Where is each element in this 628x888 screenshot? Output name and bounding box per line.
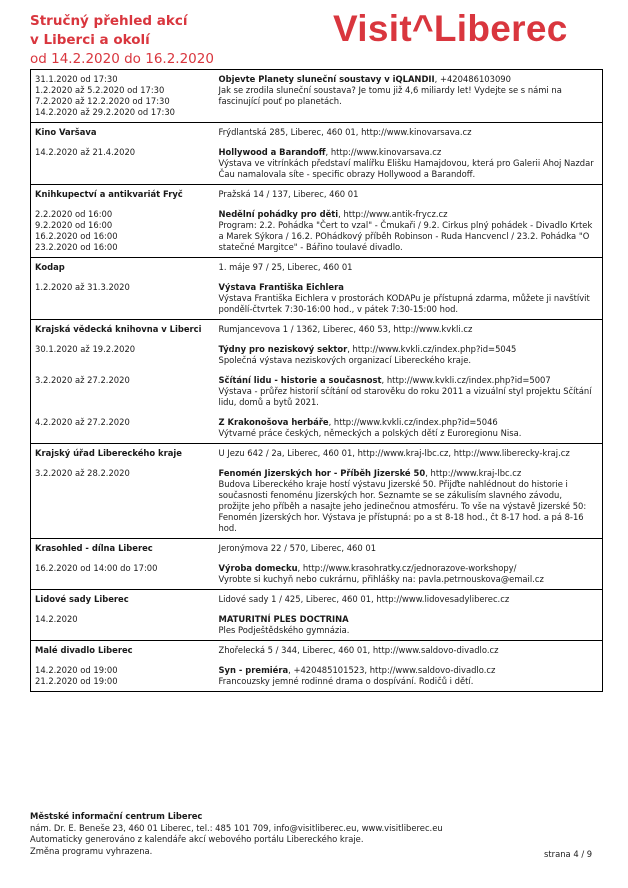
event-title: Výstava Františka Eichlera xyxy=(218,282,344,292)
venue-address: U Jezu 642 / 2a, Liberec, 460 01, http://www.kraj-lbc.cz, http://www.liberecky-kraj.cz xyxy=(215,444,603,469)
venue-name: Krasohled - dílna Liberec xyxy=(31,539,215,564)
venue-header-row xyxy=(31,320,603,345)
event-details xyxy=(215,468,603,539)
event-title-extra: , +420485101523, http://www.saldovo-divadlo.cz xyxy=(288,665,496,675)
venue-address: Pražská 14 / 137, Liberec, 460 01 xyxy=(215,185,603,210)
event-title-line xyxy=(219,468,599,479)
event-row xyxy=(31,375,603,417)
date-range: od 14.2.2020 do 16.2.2020 xyxy=(30,51,214,67)
venue-header-row xyxy=(31,641,603,666)
event-details xyxy=(215,614,603,641)
footer xyxy=(30,811,443,857)
event-description: pondělí-čtvrtek 7:30-16:00 hod., v pátek 7:30-15:00 hod. xyxy=(218,304,459,314)
event-dates xyxy=(31,282,215,320)
event-row xyxy=(31,614,603,641)
event-title-extra: , http://www.kvkli.cz/index.php?id=5046 xyxy=(328,417,498,427)
event-date: 31.1.2020 od 17:30 xyxy=(35,74,118,84)
venue-address: 1. máje 97 / 25, Liberec, 460 01 xyxy=(215,258,603,283)
page-number: strana 4 / 9 xyxy=(544,849,593,859)
venue-name: Kino Varšava xyxy=(31,123,215,148)
event-date: 3.2.2020 až 27.2.2020 xyxy=(35,375,130,385)
event-date: 21.2.2020 od 19:00 xyxy=(35,676,118,686)
event-details xyxy=(215,665,603,692)
event-row xyxy=(31,344,603,375)
event-title: Výroba domecku xyxy=(218,563,298,573)
event-details xyxy=(215,375,603,417)
event-description: prožijte jeho příběh a nasajte jeho jedinečnou atmosféru. To vše na výstavě Jizerské 50: xyxy=(218,501,587,511)
event-row xyxy=(31,147,603,185)
event-date: 9.2.2020 od 16:00 xyxy=(35,220,113,230)
event-title: Fenomén Jizerských hor - Příběh Jizerské 50 xyxy=(218,468,426,478)
event-date: 14.2.2020 až 29.2.2020 od 17:30 xyxy=(35,107,175,117)
event-date: 16.2.2020 od 16:00 xyxy=(35,231,118,241)
venue-address: Jeronýmova 22 / 570, Liberec, 460 01 xyxy=(215,539,603,564)
event-details xyxy=(215,344,603,375)
event-title: Z Krakonošova herbáře xyxy=(218,417,329,427)
event-row xyxy=(31,665,603,692)
event-row xyxy=(31,468,603,539)
event-dates xyxy=(31,147,215,185)
event-description: Vyrobte si kuchyň nebo cukrárnu, přihlášky na: pavla.petrnouskova@email.cz xyxy=(218,574,544,584)
event-date: 1.2.2020 až 5.2.2020 od 17:30 xyxy=(35,85,165,95)
event-row xyxy=(31,417,603,444)
event-description: Výstava - průřez historií sčítání od starověku do roku 2011 a vizuální styl projektu Sčítání xyxy=(218,386,592,396)
event-date: 30.1.2020 až 19.2.2020 xyxy=(35,344,136,354)
document-title-line1: Stručný přehled akcí xyxy=(30,13,188,29)
venue-header-row xyxy=(31,258,603,283)
event-date: 3.2.2020 až 28.2.2020 xyxy=(35,468,130,478)
event-description: Francouzsky jemné rodinné drama o dospívání. Rodičů i dětí. xyxy=(218,676,474,686)
event-description: Jak se zrodila sluneční soustava? Je tomu již 4,6 miliardy let! Vydejte se s námi na xyxy=(218,85,562,95)
event-description: současnosti fenoménu Jizerských hor. Seznamte se se zákulisím slavného závodu, xyxy=(218,490,562,500)
footer-address: nám. Dr. E. Beneše 23, 460 01 Liberec, tel.: 485 101 709, info@visitliberec.eu, www.visitliberec.eu xyxy=(30,822,443,833)
event-date: 4.2.2020 až 27.2.2020 xyxy=(35,417,130,427)
event-date: 1.2.2020 až 31.3.2020 xyxy=(35,282,130,292)
venue-address: Frýdlantská 285, Liberec, 460 01, http://www.kinovarsava.cz xyxy=(215,123,603,148)
event-date: 2.2.2020 od 16:00 xyxy=(35,209,113,219)
event-description: statečné Margitce" - Bářino toulavé divadlo. xyxy=(218,242,403,252)
event-dates xyxy=(31,665,215,692)
event-title: Syn - premiéra xyxy=(218,665,289,675)
event-title-line xyxy=(219,614,599,625)
event-title-extra: , http://www.krasohratky.cz/jednorazove-workshopy/ xyxy=(297,563,517,573)
venue-name: Malé divadlo Liberec xyxy=(31,641,215,666)
event-dates xyxy=(31,209,215,258)
event-title-line xyxy=(219,147,599,158)
event-title-extra: , http://www.kinovarsava.cz xyxy=(325,147,442,157)
event-row xyxy=(31,282,603,320)
event-title: Týdny pro neziskový sektor xyxy=(218,344,348,354)
event-details xyxy=(215,147,603,185)
event-details xyxy=(215,563,603,590)
event-title-extra: , http://www.kvkli.cz/index.php?id=5007 xyxy=(381,375,551,385)
document-header xyxy=(30,12,214,69)
event-description: Ples Podještědského gymnázia. xyxy=(218,625,350,635)
event-dates xyxy=(31,70,215,123)
events-table xyxy=(30,69,603,692)
event-description: Výstava Františka Eichlera v prostorách KODAPu je přístupná zdarma, můžete ji navštívit xyxy=(218,293,590,303)
event-date: 14.2.2020 od 19:00 xyxy=(35,665,118,675)
event-date: 14.2.2020 až 21.4.2020 xyxy=(35,147,136,157)
event-description: Společná výstava neziskových organizací Libereckého kraje. xyxy=(218,355,472,365)
event-details xyxy=(215,70,603,123)
venue-name: Knihkupectví a antikvariát Fryč xyxy=(31,185,215,210)
event-title-line xyxy=(219,563,599,574)
event-row xyxy=(31,209,603,258)
footer-org: Městské informační centrum Liberec xyxy=(30,811,203,821)
event-dates xyxy=(31,417,215,444)
event-description: Čau namalovala síte - specific obrazy Hollywood a Barandoff. xyxy=(218,169,476,179)
event-title-line xyxy=(219,209,599,220)
event-title: Hollywood a Barandoff xyxy=(218,147,326,157)
event-details xyxy=(215,282,603,320)
event-description: Budova Libereckého kraje hostí výstavu Jizerské 50. Přijďte nahlédnout do historie i xyxy=(218,479,568,489)
event-description: a Marek Sýkora / 16.2. POhádkový příběh Robinson - Ruda Hancvencl / 23.2. Pohádka "O xyxy=(218,231,590,241)
event-dates xyxy=(31,468,215,539)
event-title-line xyxy=(219,344,599,355)
event-date: 7.2.2020 až 12.2.2020 od 17:30 xyxy=(35,96,170,106)
event-date: 14.2.2020 xyxy=(35,614,78,624)
event-row xyxy=(31,70,603,123)
event-description: Fenomén Jizerských hor. Výstava je přístupná: po a st 8-18 hod., čt 8-17 hod. a pá 8-16 xyxy=(218,512,584,522)
event-dates xyxy=(31,563,215,590)
visit-liberec-logo: Visit^Liberec xyxy=(333,8,568,49)
event-details xyxy=(215,209,603,258)
event-title: Nedělní pohádky pro děti xyxy=(218,209,339,219)
event-title-extra: , http://www.kvkli.cz/index.php?id=5045 xyxy=(347,344,517,354)
event-description: fascinující pouť po planetách. xyxy=(218,96,342,106)
event-title-extra: , http://www.antik-frycz.cz xyxy=(338,209,448,219)
event-title: Sčítání lidu - historie a současnost xyxy=(218,375,382,385)
event-title-line xyxy=(219,665,599,676)
venue-header-row xyxy=(31,590,603,615)
event-title-extra: , http://www.kraj-lbc.cz xyxy=(425,468,522,478)
event-dates xyxy=(31,375,215,417)
event-title-extra: , +420486103090 xyxy=(434,74,511,84)
event-title: Objevte Planety sluneční soustavy v iQLANDII xyxy=(218,74,435,84)
venue-name: Lidové sady Liberec xyxy=(31,590,215,615)
event-dates xyxy=(31,614,215,641)
event-title-line xyxy=(219,417,599,428)
event-row xyxy=(31,563,603,590)
document-title-line2: v Liberci a okolí xyxy=(30,32,150,48)
venue-header-row xyxy=(31,444,603,469)
event-title-line xyxy=(219,282,599,293)
event-description: hod. xyxy=(218,523,237,533)
event-description: Výstava ve vitrínkách představí malířku Elišku Hamajdovou, která pro Galerii Ahoj Nazdar xyxy=(218,158,594,168)
venue-name: Krajský úřad Libereckého kraje xyxy=(31,444,215,469)
event-title-line xyxy=(219,375,599,386)
venue-name: Kodap xyxy=(31,258,215,283)
venue-address: Zhořelecká 5 / 344, Liberec, 460 01, http://www.saldovo-divadlo.cz xyxy=(215,641,603,666)
venue-header-row xyxy=(31,123,603,148)
footer-note-changes: Změna programu vyhrazena. xyxy=(30,845,153,856)
footer-note-generated: Automaticky generováno z kalendáře akcí webového portálu Libereckého kraje. xyxy=(30,834,364,844)
event-description: lidu, domů a bytů 2021. xyxy=(218,397,319,407)
event-description: Výtvarné práce českých, německých a polských dětí z Euroregionu Nisa. xyxy=(218,428,522,438)
event-description: Program: 2.2. Pohádka "Čert to vzal" - Čmukaři / 9.2. Cirkus plný pohádek - Divadlo Krtek xyxy=(218,220,593,230)
venue-name: Krajská vědecká knihovna v Liberci xyxy=(31,320,215,345)
venue-address: Lidové sady 1 / 425, Liberec, 460 01, http://www.lidovesadyliberec.cz xyxy=(215,590,603,615)
event-date: 16.2.2020 od 14:00 do 17:00 xyxy=(35,563,158,573)
venue-address: Rumjancevova 1 / 1362, Liberec, 460 53, http://www.kvkli.cz xyxy=(215,320,603,345)
event-details xyxy=(215,417,603,444)
event-title-line xyxy=(219,74,599,85)
venue-header-row xyxy=(31,185,603,210)
event-title: MATURITNÍ PLES DOCTRINA xyxy=(218,614,349,624)
event-dates xyxy=(31,344,215,375)
venue-header-row xyxy=(31,539,603,564)
event-date: 23.2.2020 od 16:00 xyxy=(35,242,118,252)
